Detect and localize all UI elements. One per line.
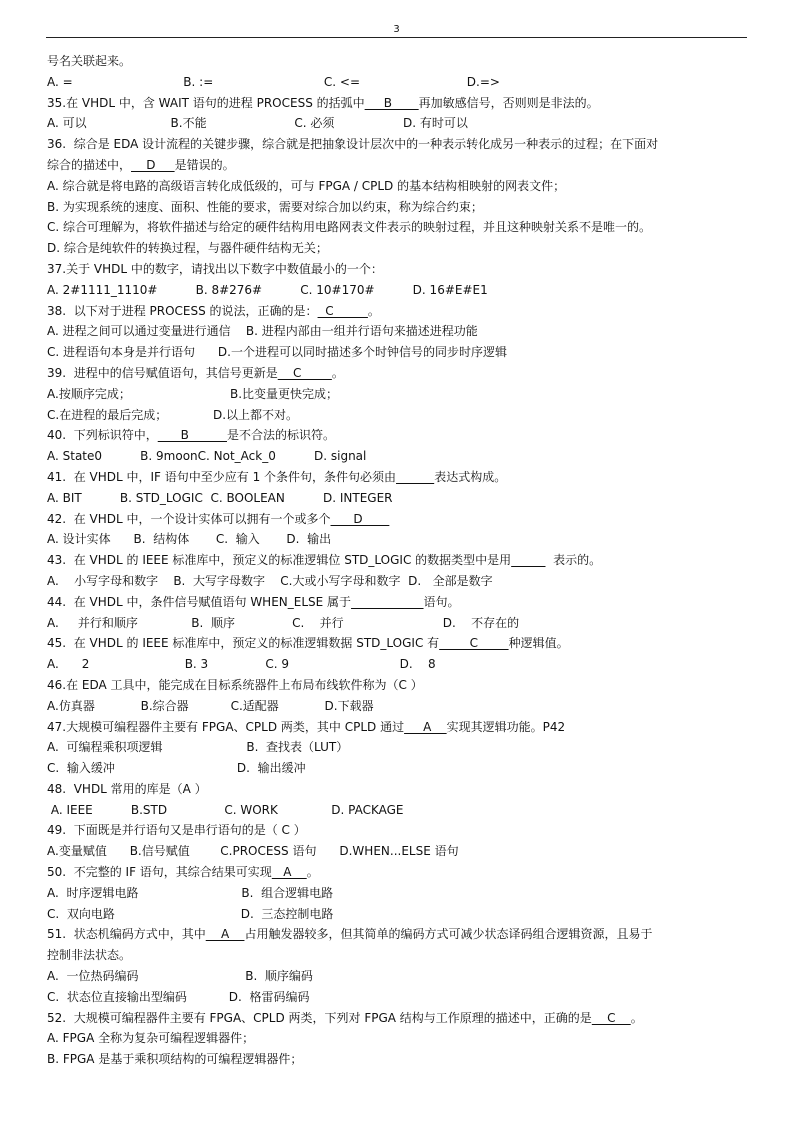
- text-line: [47, 93, 747, 114]
- text-run: 41. 在 VHDL 中，IF 语句中至少应有 1 个条件句，条件句必须由: [47, 469, 397, 484]
- text-run: 。: [306, 865, 319, 880]
- text-line: [47, 280, 747, 301]
- text-line: [47, 571, 747, 592]
- text-line: [47, 779, 747, 800]
- text-run: A. 小写字母和数字 B. 大写字母数字 C.大或小写字母和数字 D. 全部是数字: [47, 573, 493, 588]
- text-line: [47, 384, 747, 405]
- text-line: [47, 633, 747, 654]
- answer-blank: D: [131, 157, 175, 172]
- text-run: C. 双向电路 D. 三态控制电路: [47, 906, 334, 921]
- text-run: 40. 下列标识符中，: [47, 428, 158, 443]
- text-run: 45. 在 VHDL 的 IEEE 标准库中，预定义的标准逻辑数据 STD_LOGIC 有: [47, 636, 440, 651]
- text-run: A. 时序逻辑电路 B. 组合逻辑电路: [47, 885, 334, 900]
- text-run: A. BIT B. STD_LOGIC C. BOOLEAN D. INTEGER: [47, 490, 393, 505]
- text-run: A. 并行和顺序 B. 顺序 C. 并行 D. 不存在的: [47, 615, 520, 630]
- text-line: [47, 1049, 747, 1070]
- text-run: A.变量赋值 B.信号赋值 C.PROCESS 语句 D.WHEN...ELSE 语句: [47, 844, 459, 859]
- text-run: 52. 大规模可编程器件主要有 FPGA、CPLD 两类，下列对 FPGA 结构与工作原理的描述中，正确的是: [47, 1010, 592, 1025]
- text-line: [47, 155, 747, 176]
- text-run: 。: [331, 365, 344, 380]
- text-line: [47, 841, 747, 862]
- text-run: A. 设计实体 B. 结构体 C. 输入 D. 输出: [47, 532, 332, 547]
- text-run: A. 可编程乘积项逻辑 B. 查找表（LUT）: [47, 740, 349, 755]
- text-run: C. 输入缓冲 D. 输出缓冲: [47, 761, 306, 776]
- text-run: B. 为实现系统的速度、面积、性能的要求，需要对综合加以约束，称为综合约束；: [47, 199, 483, 214]
- text-line: [47, 301, 747, 322]
- text-line: [47, 467, 747, 488]
- text-line: [47, 425, 747, 446]
- text-run: A.按顺序完成； B.比变量更快完成；: [47, 386, 339, 401]
- text-run: 47.大规模可编程器件主要有 FPGA、CPLD 两类，其中 CPLD 通过: [47, 719, 405, 734]
- text-run: A.仿真器 B.综合器 C.适配器 D.下载器: [47, 698, 374, 713]
- answer-blank: A: [404, 719, 447, 734]
- text-line: [47, 176, 747, 197]
- text-run: 49. 下面既是并行语句又是串行语句的是（ C ）: [47, 823, 306, 838]
- text-run: 是错误的。: [174, 157, 235, 172]
- text-run: 50. 不完整的 IF 语句，其综合结果可实现: [47, 865, 272, 880]
- text-line: [47, 717, 747, 738]
- text-run: A. State0 B. 9moonC. Not_Ack_0 D. signal: [47, 449, 367, 464]
- text-run: C.在进程的最后完成； D.以上都不对。: [47, 407, 299, 422]
- text-run: 表示的。: [545, 553, 602, 568]
- text-run: A. 2 B. 3 C. 9 D. 8: [47, 657, 436, 672]
- text-run: 37.关于 VHDL 中的数字，请找出以下数字中数值最小的一个：: [47, 261, 383, 276]
- answer-blank: C: [277, 365, 332, 380]
- text-line: [47, 987, 747, 1008]
- answer-blank: C: [317, 303, 368, 318]
- text-run: 35.在 VHDL 中，含 WAIT 语句的进程 PROCESS 的括弧中: [47, 95, 365, 110]
- text-line: [47, 72, 747, 93]
- text-line: [47, 654, 747, 675]
- text-run: 种逻辑值。: [508, 636, 569, 651]
- answer-blank: B: [157, 428, 227, 443]
- text-line: [47, 1028, 747, 1049]
- text-run: 实现其逻辑功能。P42: [446, 719, 566, 734]
- text-line: [47, 613, 747, 634]
- text-line: [47, 509, 747, 530]
- text-run: 表达式构成。: [434, 469, 507, 484]
- text-run: C. 状态位直接输出型编码 D. 格雷码编码: [47, 989, 310, 1004]
- answer-blank: A: [271, 865, 307, 880]
- text-line: [47, 883, 747, 904]
- text-line: [47, 758, 747, 779]
- text-line: [47, 259, 747, 280]
- text-line: [47, 51, 747, 72]
- text-run: 51. 状态机编码方式中，其中: [47, 927, 206, 942]
- text-line: [47, 945, 747, 966]
- text-run: 号名关联起来。: [47, 54, 132, 68]
- text-line: [47, 904, 747, 925]
- text-run: 是不合法的标识符。: [226, 428, 335, 443]
- answer-blank: [511, 553, 545, 567]
- text-run: 语句。: [423, 594, 460, 609]
- text-run: 综合的描述中，: [47, 157, 132, 172]
- text-run: A. FPGA 全称为复杂可编程逻辑器件；: [47, 1031, 255, 1046]
- answer-blank: B: [364, 95, 419, 110]
- text-run: A. 进程之间可以通过变量进行通信 B. 进程内部由一组并行语句来描述进程功能: [47, 324, 478, 339]
- text-line: [47, 529, 747, 550]
- text-run: A. = B. := C. <= D.=>: [47, 74, 500, 89]
- text-run: 38. 以下对于进程 PROCESS 的说法，正确的是：: [47, 303, 318, 318]
- text-run: 39. 进程中的信号赋值语句，其信号更新是: [47, 365, 278, 380]
- text-run: 。: [367, 303, 380, 318]
- text-run: 。: [630, 1010, 643, 1025]
- text-line: [47, 862, 747, 883]
- text-line: [47, 800, 747, 821]
- text-line: [47, 197, 747, 218]
- text-run: D. 综合是纯软件的转换过程，与器件硬件结构无关；: [47, 241, 328, 256]
- text-line: [47, 592, 747, 613]
- page-number: 3: [393, 24, 400, 35]
- text-line: [47, 363, 747, 384]
- text-line: [47, 321, 747, 342]
- text-line: [47, 238, 747, 259]
- document-body: [47, 51, 747, 1070]
- text-run: A. 可以 B.不能 C. 必须 D. 有时可以: [47, 116, 468, 131]
- text-line: [47, 696, 747, 717]
- text-run: 46.在 EDA 工具中，能完成在目标系统器件上布局布线软件称为（C ）: [47, 677, 423, 692]
- text-line: [47, 405, 747, 426]
- answer-blank: C: [439, 636, 509, 651]
- text-run: 43. 在 VHDL 的 IEEE 标准库中，预定义的标准逻辑位 STD_LOGIC 的数据类型中是用: [47, 553, 512, 568]
- answer-blank: D: [330, 511, 390, 526]
- header-rule: [46, 37, 747, 38]
- text-line: [47, 113, 747, 134]
- answer-blank: [351, 595, 423, 609]
- answer-blank: [396, 470, 434, 484]
- answer-blank: A: [205, 927, 245, 942]
- text-line: [47, 737, 747, 758]
- text-line: [47, 550, 747, 571]
- answer-blank: C: [591, 1010, 631, 1025]
- text-line: [47, 134, 747, 155]
- text-line: [47, 217, 747, 238]
- text-line: [47, 675, 747, 696]
- text-line: [47, 342, 747, 363]
- text-run: A. 2#1111_1110# B. 8#276# C. 10#170# D. 16#E#E1: [47, 282, 488, 297]
- text-run: C. 进程语句本身是并行语句 D.一个进程可以同时描述多个时钟信号的同步时序逻辑: [47, 345, 507, 360]
- text-run: 44. 在 VHDL 中，条件信号赋值语句 WHEN_ELSE 属于: [47, 594, 352, 609]
- text-run: 42. 在 VHDL 中，一个设计实体可以拥有一个或多个: [47, 511, 331, 526]
- text-run: 占用触发器较多，但其简单的编码方式可减少状态译码组合逻辑资源，且易于: [244, 927, 653, 942]
- text-line: [47, 488, 747, 509]
- text-run: A. 综合就是将电路的高级语言转化成低级的，可与 FPGA / CPLD 的基本结构相映射的网表文件；: [47, 178, 566, 193]
- text-run: 48. VHDL 常用的库是（A ）: [47, 781, 207, 796]
- text-run: 再加敏感信号，否则则是非法的。: [418, 95, 599, 110]
- text-run: C. 综合可理解为，将软件描述与给定的硬件结构用电路网表文件表示的映射过程，并且这种映射关系不是唯一的。: [47, 220, 652, 235]
- text-line: [47, 1008, 747, 1029]
- text-run: A. IEEE B.STD C. WORK D. PACKAGE: [47, 802, 404, 817]
- text-run: A. 一位热码编码 B. 顺序编码: [47, 969, 313, 984]
- text-line: [47, 924, 747, 945]
- text-run: 控制非法状态。: [47, 948, 132, 963]
- text-line: [47, 820, 747, 841]
- text-line: [47, 966, 747, 987]
- text-run: 36. 综合是 EDA 设计流程的关键步骤，综合就是把抽象设计层次中的一种表示转化成另一种表示的过程；在下面对: [47, 137, 659, 152]
- text-line: [47, 446, 747, 467]
- text-run: B. FPGA 是基于乘积项结构的可编程逻辑器件；: [47, 1052, 303, 1067]
